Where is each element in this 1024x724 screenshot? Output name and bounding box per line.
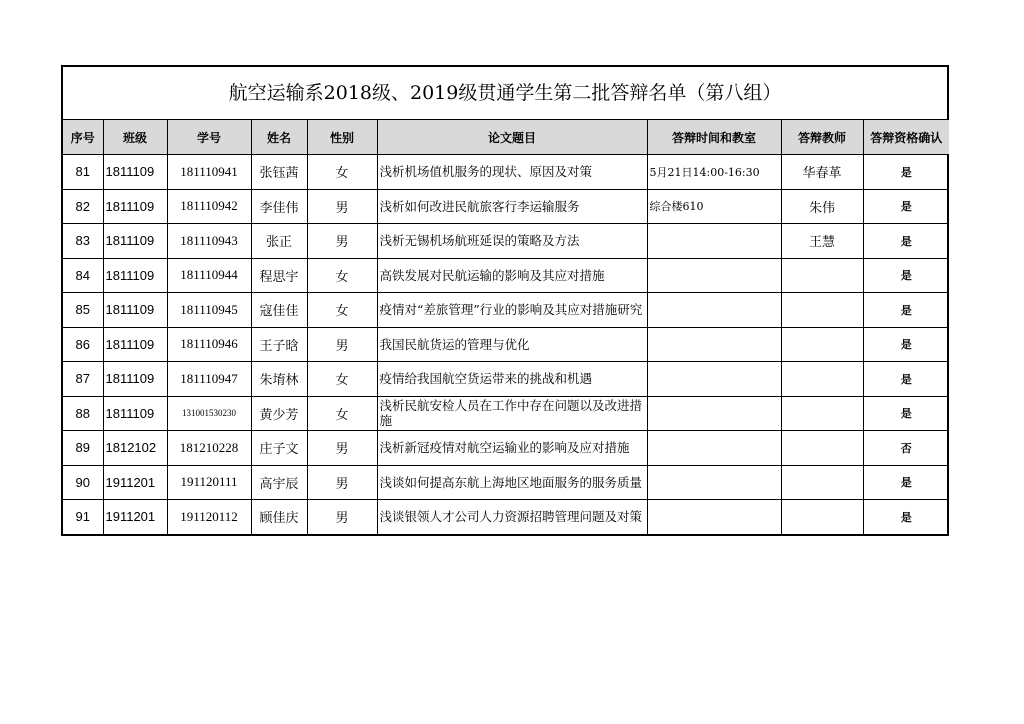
- table-row: [63, 189, 949, 224]
- cell-teacher: 朱伟: [781, 189, 863, 224]
- cell-teacher: 王慧: [781, 224, 863, 259]
- cell-name: 顾佳庆: [251, 500, 307, 534]
- cell-time-room: [647, 431, 781, 466]
- cell-qualification: 是: [863, 155, 949, 190]
- header-topic: 论文题目: [377, 120, 647, 155]
- cell-time-room: [647, 293, 781, 328]
- cell-topic: 浅谈如何提高东航上海地区地面服务的服务质量: [377, 465, 647, 500]
- cell-name: 朱堉林: [251, 362, 307, 397]
- cell-teacher: [781, 500, 863, 534]
- cell-gender: 男: [307, 189, 377, 224]
- cell-time-room: 5月21日14:00-16:30: [647, 155, 781, 190]
- cell-student-id: 131001530230: [167, 396, 251, 431]
- header-teacher: 答辩教师: [781, 120, 863, 155]
- table-row: [63, 293, 949, 328]
- cell-qualification: 是: [863, 500, 949, 534]
- header-row: [63, 120, 949, 155]
- cell-qualification: 是: [863, 258, 949, 293]
- header-index: 序号: [63, 120, 103, 155]
- cell-topic: 浅析新冠疫情对航空运输业的影响及应对措施: [377, 431, 647, 466]
- cell-index: 87: [63, 362, 103, 397]
- cell-topic: 我国民航货运的管理与优化: [377, 327, 647, 362]
- cell-gender: 男: [307, 500, 377, 534]
- cell-class: 1811109: [103, 396, 167, 431]
- cell-index: 81: [63, 155, 103, 190]
- cell-gender: 男: [307, 327, 377, 362]
- cell-student-id: 181110944: [167, 258, 251, 293]
- cell-teacher: [781, 327, 863, 362]
- cell-class: 1811109: [103, 362, 167, 397]
- cell-gender: 男: [307, 224, 377, 259]
- cell-student-id: 181210228: [167, 431, 251, 466]
- cell-topic: 高铁发展对民航运输的影响及其应对措施: [377, 258, 647, 293]
- cell-name: 高宇辰: [251, 465, 307, 500]
- cell-time-room: [647, 327, 781, 362]
- cell-name: 王子晗: [251, 327, 307, 362]
- cell-gender: 女: [307, 293, 377, 328]
- cell-index: 88: [63, 396, 103, 431]
- table-row: [63, 155, 949, 190]
- cell-student-id: 181110942: [167, 189, 251, 224]
- cell-index: 84: [63, 258, 103, 293]
- cell-time-room: 综合楼610: [647, 189, 781, 224]
- cell-time-room: [647, 465, 781, 500]
- cell-topic: 浅析无锡机场航班延误的策略及方法: [377, 224, 647, 259]
- header-gender: 性别: [307, 120, 377, 155]
- table-row: [63, 327, 949, 362]
- cell-gender: 男: [307, 431, 377, 466]
- table-row: [63, 465, 949, 500]
- cell-teacher: [781, 258, 863, 293]
- cell-teacher: [781, 465, 863, 500]
- header-class: 班级: [103, 120, 167, 155]
- cell-class: 1811109: [103, 155, 167, 190]
- header-time-room: 答辩时间和教室: [647, 120, 781, 155]
- cell-name: 庄子文: [251, 431, 307, 466]
- cell-gender: 男: [307, 465, 377, 500]
- cell-topic: 浅谈银领人才公司人力资源招聘管理问题及对策: [377, 500, 647, 534]
- cell-index: 83: [63, 224, 103, 259]
- cell-topic: 浅析如何改进民航旅客行李运输服务: [377, 189, 647, 224]
- cell-teacher: [781, 293, 863, 328]
- cell-time-room: [647, 224, 781, 259]
- table-row: [63, 431, 949, 466]
- cell-gender: 女: [307, 396, 377, 431]
- cell-qualification: 是: [863, 362, 949, 397]
- cell-index: 89: [63, 431, 103, 466]
- cell-gender: 女: [307, 155, 377, 190]
- cell-qualification: 是: [863, 224, 949, 259]
- cell-student-id: 191120112: [167, 500, 251, 534]
- cell-qualification: 是: [863, 396, 949, 431]
- page-title: 航空运输系2018级、2019级贯通学生第二批答辩名单（第八组）: [63, 67, 947, 120]
- cell-time-room: [647, 396, 781, 431]
- cell-index: 90: [63, 465, 103, 500]
- cell-class: 1811109: [103, 327, 167, 362]
- cell-name: 寇佳佳: [251, 293, 307, 328]
- cell-class: 1811109: [103, 258, 167, 293]
- cell-teacher: [781, 431, 863, 466]
- cell-name: 程思宇: [251, 258, 307, 293]
- cell-teacher: [781, 396, 863, 431]
- cell-index: 91: [63, 500, 103, 534]
- cell-qualification: 是: [863, 293, 949, 328]
- cell-qualification: 是: [863, 189, 949, 224]
- cell-name: 黄少芳: [251, 396, 307, 431]
- defense-table: [63, 120, 949, 534]
- header-qualification: 答辩资格确认: [863, 120, 949, 155]
- cell-index: 82: [63, 189, 103, 224]
- cell-topic: 疫情给我国航空货运带来的挑战和机遇: [377, 362, 647, 397]
- cell-teacher: [781, 362, 863, 397]
- table-row: [63, 362, 949, 397]
- cell-name: 李佳伟: [251, 189, 307, 224]
- cell-class: 1811109: [103, 224, 167, 259]
- cell-topic: 疫情对“差旅管理”行业的影响及其应对措施研究: [377, 293, 647, 328]
- cell-time-room: [647, 258, 781, 293]
- cell-teacher: 华春革: [781, 155, 863, 190]
- cell-class: 1811109: [103, 189, 167, 224]
- cell-student-id: 181110943: [167, 224, 251, 259]
- table-row: [63, 224, 949, 259]
- cell-topic: 浅析机场值机服务的现状、原因及对策: [377, 155, 647, 190]
- table-row: [63, 258, 949, 293]
- cell-name: 张正: [251, 224, 307, 259]
- cell-class: 1911201: [103, 465, 167, 500]
- cell-qualification: 是: [863, 465, 949, 500]
- cell-student-id: 181110941: [167, 155, 251, 190]
- cell-student-id: 191120111: [167, 465, 251, 500]
- cell-topic: 浅析民航安检人员在工作中存在问题以及改进措施: [377, 396, 647, 431]
- cell-qualification: 否: [863, 431, 949, 466]
- cell-student-id: 181110947: [167, 362, 251, 397]
- cell-time-room: [647, 500, 781, 534]
- cell-qualification: 是: [863, 327, 949, 362]
- cell-student-id: 181110945: [167, 293, 251, 328]
- cell-class: 1812102: [103, 431, 167, 466]
- table-row: [63, 500, 949, 534]
- cell-student-id: 181110946: [167, 327, 251, 362]
- cell-class: 1911201: [103, 500, 167, 534]
- cell-gender: 女: [307, 258, 377, 293]
- cell-class: 1811109: [103, 293, 167, 328]
- defense-list-sheet: [61, 65, 949, 536]
- header-name: 姓名: [251, 120, 307, 155]
- cell-index: 86: [63, 327, 103, 362]
- cell-name: 张钰茜: [251, 155, 307, 190]
- header-student-id: 学号: [167, 120, 251, 155]
- cell-time-room: [647, 362, 781, 397]
- cell-index: 85: [63, 293, 103, 328]
- table-row: [63, 396, 949, 431]
- cell-gender: 女: [307, 362, 377, 397]
